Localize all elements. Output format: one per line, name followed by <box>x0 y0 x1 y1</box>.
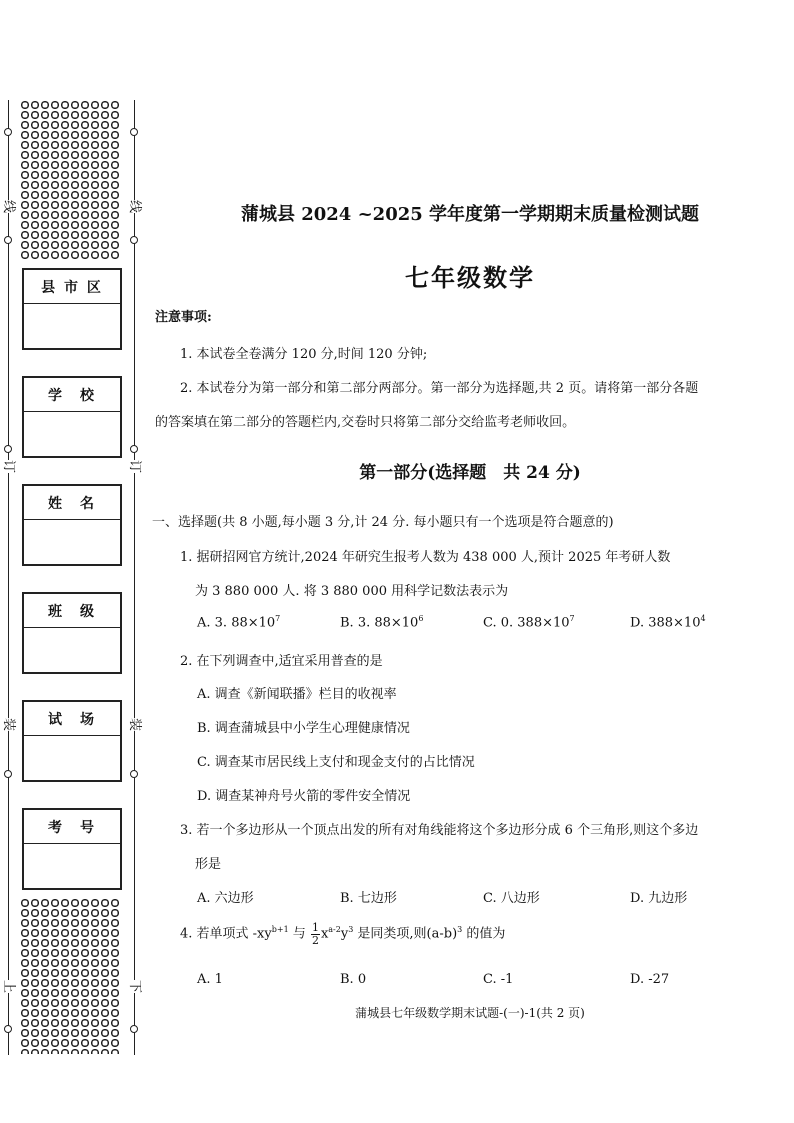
page-footer: 蒲城县七年级数学期末试题-(一)-1(共 2 页) <box>355 1006 585 1020</box>
q4-text: y <box>340 926 349 942</box>
q4-fraction <box>311 922 320 946</box>
question-3-option-c[interactable]: C. 八边形 <box>483 891 540 906</box>
binding-circle-icon <box>4 128 12 136</box>
class-field <box>22 592 122 674</box>
class-input-box[interactable] <box>24 628 120 672</box>
exam-room-label: 试 场 <box>24 702 120 736</box>
q4-exponent: b+1 <box>271 925 289 935</box>
binding-label-ding-right: 订 <box>127 459 143 474</box>
part-one-heading: 第一部分(选择题 共 24 分) <box>359 463 581 483</box>
option-text: D. 388×10 <box>630 615 701 631</box>
exam-number-input-box[interactable] <box>24 844 120 888</box>
county-label: 县 市 区 <box>24 270 120 304</box>
exam-number-label: 考 号 <box>24 810 120 844</box>
binding-circle-icon <box>4 236 12 244</box>
binding-margin <box>0 0 150 1123</box>
question-4-option-c[interactable]: C. -1 <box>483 972 514 987</box>
question-4-option-d[interactable]: D. -27 <box>630 972 670 987</box>
binding-label-xia-right: 下 <box>127 979 143 994</box>
binding-label-xian-left: 线 <box>1 199 17 214</box>
q4-text: x <box>320 926 329 942</box>
binding-holes-top <box>20 100 120 260</box>
option-text: B. 3. 88×10 <box>340 615 419 631</box>
q4-exponent: 3 <box>348 925 354 935</box>
exam-number-field <box>22 808 122 890</box>
question-3-line-2: 形是 <box>195 857 222 872</box>
binding-circle-icon <box>130 128 138 136</box>
exam-title: 蒲城县 2024 ~2025 学年度第一学期期末质量检测试题 <box>240 204 700 225</box>
notice-heading: 注意事项: <box>155 310 212 325</box>
notice-item-2-cont: 的答案填在第二部分的答题栏内,交卷时只将第二部分交给监考老师收回。 <box>155 415 576 430</box>
option-exponent: 7 <box>569 614 575 623</box>
q4-text: 4. 若单项式 -xy <box>180 926 272 942</box>
name-input-box[interactable] <box>24 520 120 564</box>
option-exponent: 4 <box>700 614 706 623</box>
notice-item-2: 2. 本试卷分为第一部分和第二部分两部分。第一部分为选择题,共 2 页。请将第一部分各题 <box>180 381 699 396</box>
name-field <box>22 484 122 566</box>
question-1-line-2: 为 3 880 000 人. 将 3 880 000 用科学记数法表示为 <box>195 584 509 599</box>
question-2-option-c[interactable]: C. 调查某市居民线上支付和现金支付的占比情况 <box>197 755 475 770</box>
exam-page <box>150 0 780 1123</box>
option-text: C. 0. 388×10 <box>483 615 570 631</box>
fraction-denominator: 2 <box>311 933 319 947</box>
option-exponent: 6 <box>418 614 424 623</box>
exam-subject: 七年级数学 <box>405 263 535 292</box>
q4-text: 与 <box>288 926 310 942</box>
option-text: A. 3. 88×10 <box>197 615 276 631</box>
binding-circle-icon <box>130 770 138 778</box>
binding-circle-icon <box>4 1025 12 1033</box>
question-4-option-b[interactable]: B. 0 <box>340 972 367 987</box>
exam-room-input-box[interactable] <box>24 736 120 780</box>
q4-exponent: 3 <box>457 925 463 935</box>
question-1-line-1: 1. 据研招网官方统计,2024 年研究生报考人数为 438 000 人,预计 2025 年考研人数 <box>180 550 671 565</box>
option-exponent: 7 <box>275 614 281 623</box>
binding-label-zhuang-right: 装 <box>127 717 143 732</box>
question-1-option-c[interactable] <box>483 614 575 630</box>
binding-label-shang-left: 上 <box>1 979 17 994</box>
question-2-stem: 2. 在下列调查中,适宜采用普查的是 <box>180 654 383 669</box>
binding-holes-bottom <box>20 898 120 1054</box>
binding-circle-icon <box>4 445 12 453</box>
binding-circle-icon <box>130 1025 138 1033</box>
school-input-box[interactable] <box>24 412 120 456</box>
question-1-option-b[interactable] <box>340 614 423 630</box>
section-heading: 一、选择题(共 8 小题,每小题 3 分,计 24 分. 每小题只有一个选项是符合题意的) <box>152 515 614 530</box>
question-4-option-a[interactable]: A. 1 <box>197 972 223 987</box>
fraction-numerator: 1 <box>311 921 319 934</box>
question-3-option-a[interactable]: A. 六边形 <box>197 891 254 906</box>
q4-text: 是同类项,则(a-b) <box>353 926 458 942</box>
binding-circle-icon <box>130 236 138 244</box>
notice-item-1: 1. 本试卷全卷满分 120 分,时间 120 分钟; <box>180 347 428 362</box>
question-3-line-1: 3. 若一个多边形从一个顶点出发的所有对角线能将这个多边形分成 6 个三角形,则这个多边 <box>180 823 699 838</box>
question-1-option-d[interactable] <box>630 614 706 630</box>
question-3-option-d[interactable]: D. 九边形 <box>630 891 688 906</box>
question-4-stem <box>180 922 505 946</box>
school-field <box>22 376 122 458</box>
name-label: 姓 名 <box>24 486 120 520</box>
binding-label-ding-left: 订 <box>1 459 17 474</box>
binding-label-zhuang-left: 装 <box>1 717 17 732</box>
question-3-option-b[interactable]: B. 七边形 <box>340 891 397 906</box>
county-field <box>22 268 122 350</box>
question-1-option-a[interactable] <box>197 614 280 630</box>
question-2-option-b[interactable]: B. 调查蒲城县中小学生心理健康情况 <box>197 721 410 736</box>
q4-text: 的值为 <box>462 926 506 942</box>
class-label: 班 级 <box>24 594 120 628</box>
binding-circle-icon <box>4 770 12 778</box>
school-label: 学 校 <box>24 378 120 412</box>
question-2-option-d[interactable]: D. 调查某神舟号火箭的零件安全情况 <box>197 789 411 804</box>
binding-label-xian-right: 线 <box>127 199 143 214</box>
question-2-option-a[interactable]: A. 调查《新闻联播》栏目的收视率 <box>197 687 397 702</box>
q4-exponent: a-2 <box>328 925 341 935</box>
exam-room-field <box>22 700 122 782</box>
county-input-box[interactable] <box>24 304 120 348</box>
binding-circle-icon <box>130 445 138 453</box>
